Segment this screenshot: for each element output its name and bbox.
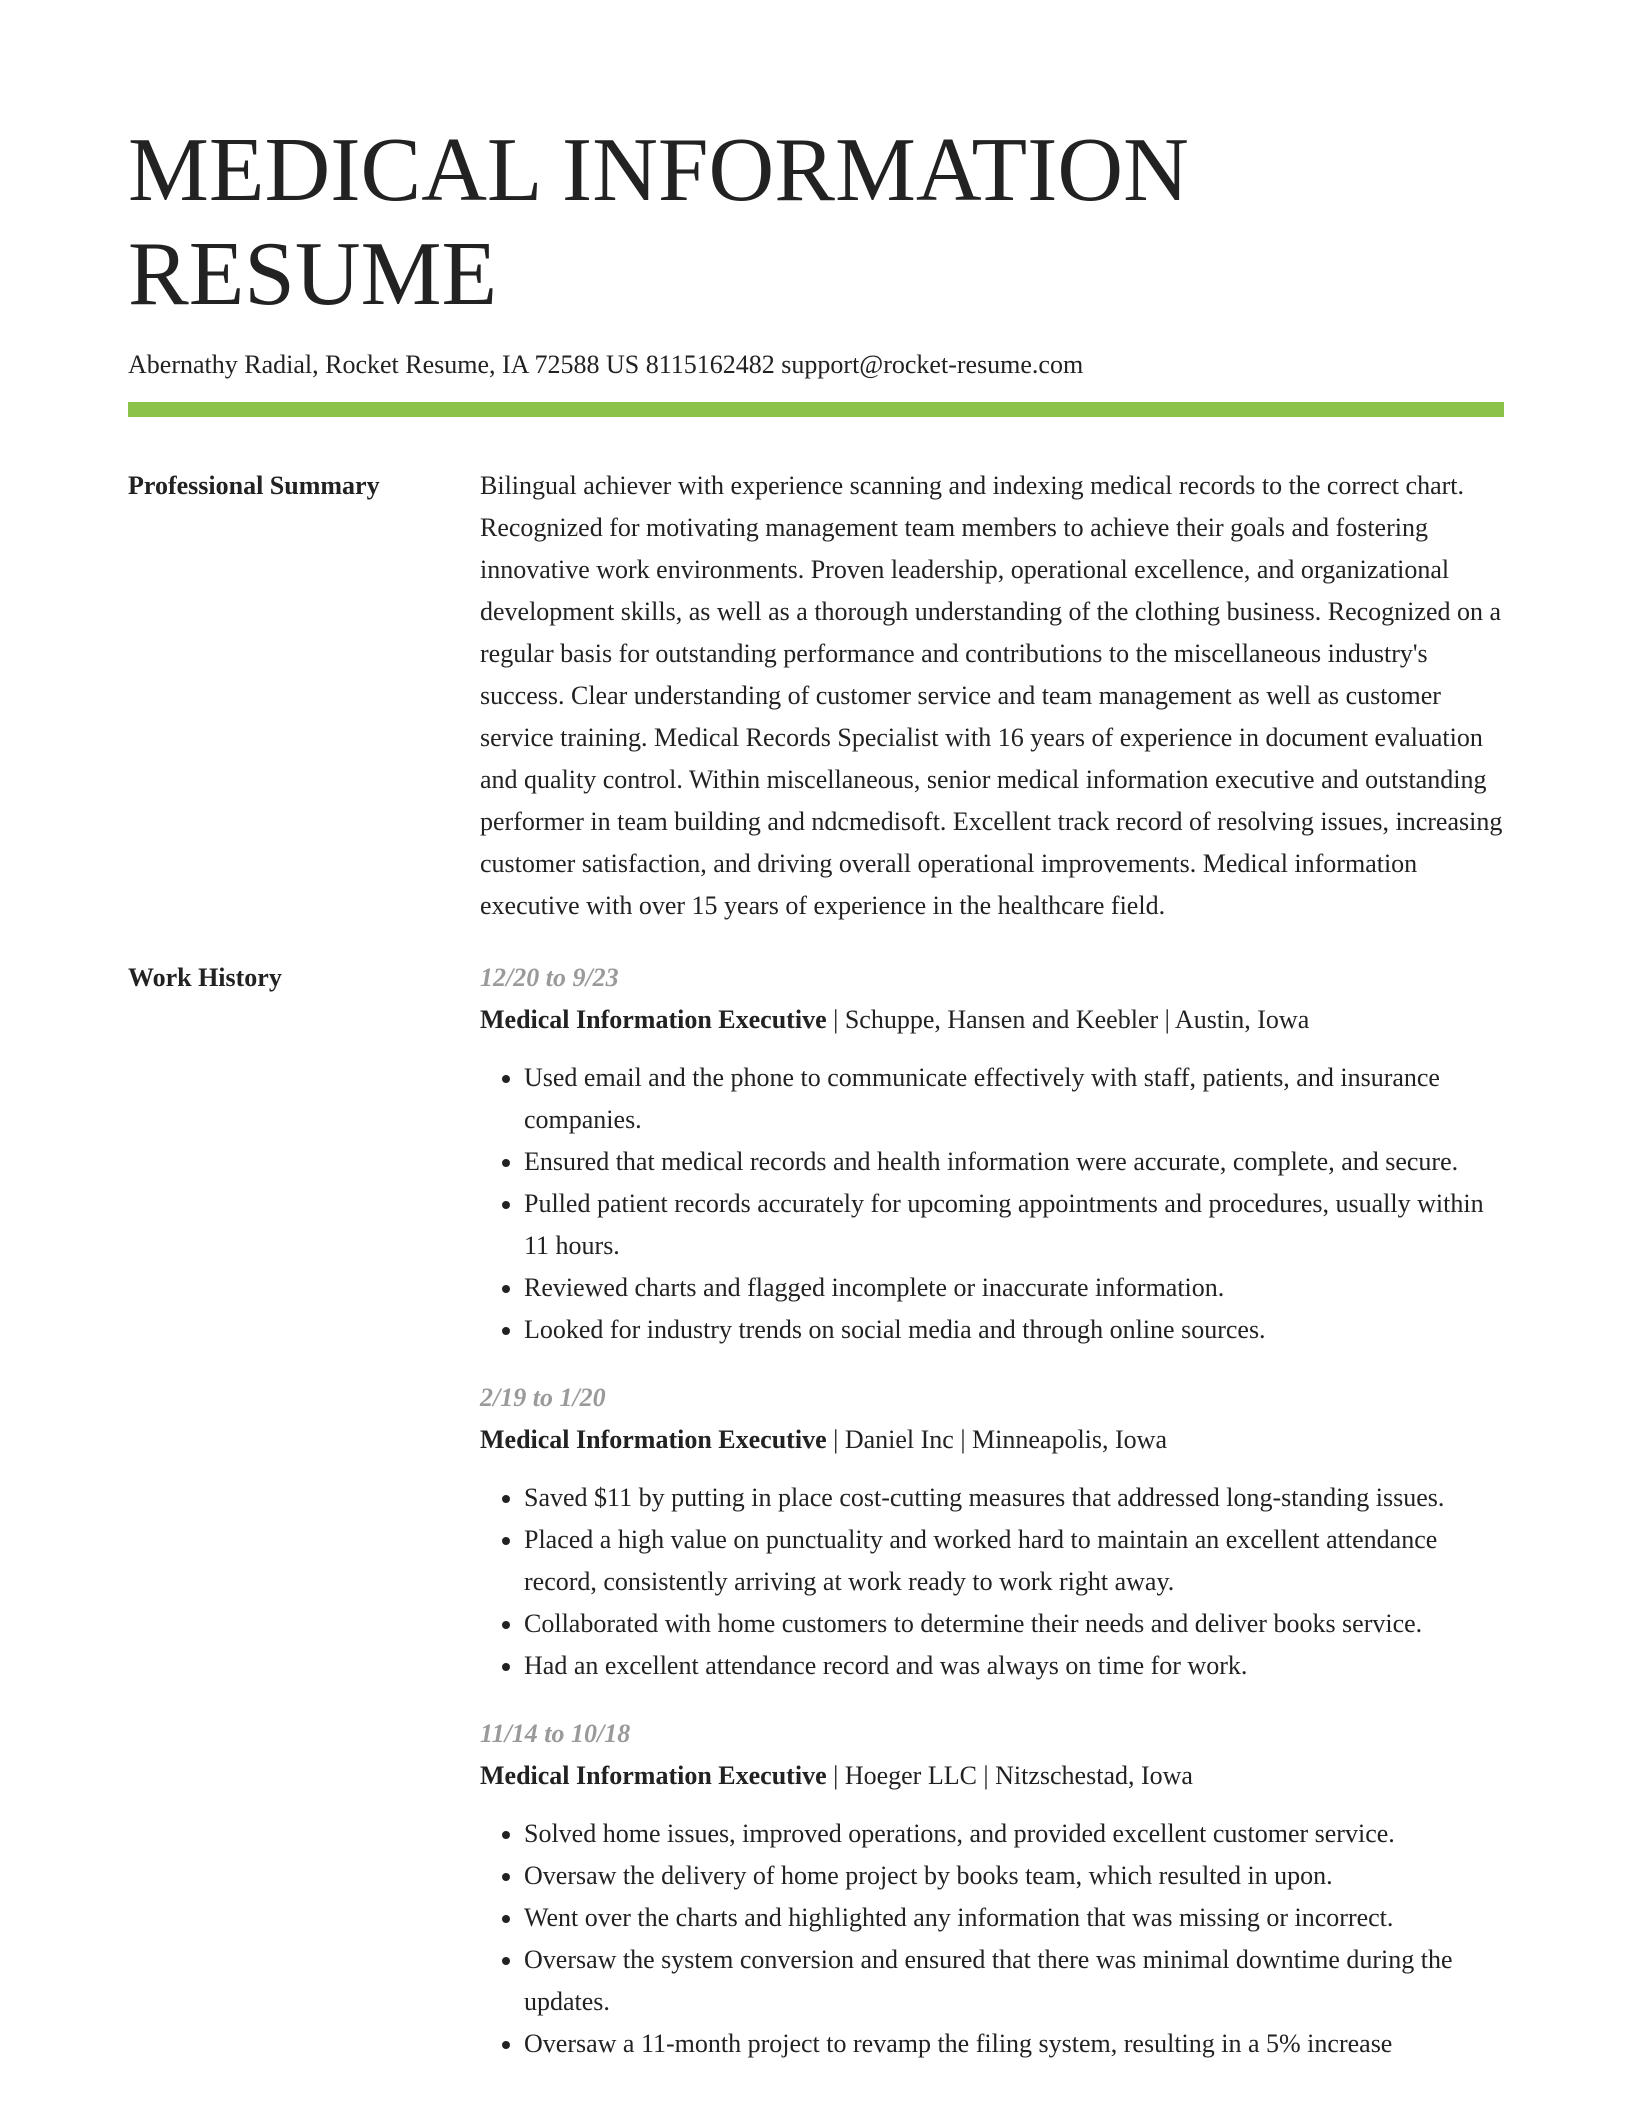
section-label-summary: Professional Summary <box>128 471 380 500</box>
work-history-section <box>128 957 1504 2091</box>
job-bullet-list <box>480 1813 1504 2065</box>
job-bullet: • Saved $11 by putting in place cost-cutting measures that addressed long-standing issues. <box>524 1477 1504 1519</box>
job-entry <box>480 1377 1504 1687</box>
job-entry <box>480 957 1504 1351</box>
job-bullet: • Looked for industry trends on social media and through online sources. <box>524 1309 1504 1351</box>
professional-summary-section <box>128 465 1504 927</box>
job-bullet: • Oversaw the delivery of home project by books team, which resulted in upon. <box>524 1855 1504 1897</box>
section-label-work-history: Work History <box>128 963 282 992</box>
summary-text: Bilingual achiever with experience scanning and indexing medical records to the correct chart. Recognized for motivating management team members to achieve their goals and fostering innovative work environments. Proven leadership, operational excellence, and organizational development skills, as well as a thorough understanding of the clothing business. Recognized on a regular basis for outstanding performance and contributions to the miscellaneous industry's success. Clear understanding of customer service and team management as well as customer service training. Medical Records Specialist with 16 years of experience in document evaluation and quality control. Within miscellaneous, senior medical information executive and outstanding performer in team building and ndcmedisoft. Excellent track record of resolving issues, increasing customer satisfaction, and driving overall operational improvements. Medical information executive with over 15 years of experience in the healthcare field. <box>480 471 1503 920</box>
job-entry <box>480 1713 1504 2065</box>
job-bullet: • Solved home issues, improved operations, and provided excellent customer service. <box>524 1813 1504 1855</box>
job-employer-location: | Schuppe, Hansen and Keebler | Austin, Iowa <box>826 1005 1310 1034</box>
job-title: Medical Information Executive <box>480 1761 827 1790</box>
job-bullet: • Collaborated with home customers to determine their needs and deliver books service. <box>524 1603 1504 1645</box>
job-bullet-list <box>480 1477 1504 1687</box>
job-bullet: • Had an excellent attendance record and was always on time for work. <box>524 1645 1504 1687</box>
job-title: Medical Information Executive <box>480 1425 827 1454</box>
job-bullet: • Oversaw the system conversion and ensured that there was minimal downtime during the updates. <box>524 1939 1504 2023</box>
job-bullet: • Reviewed charts and flagged incomplete or inaccurate information. <box>524 1267 1504 1309</box>
job-employer-location: | Daniel Inc | Minneapolis, Iowa <box>826 1425 1167 1454</box>
job-employer-location: | Hoeger LLC | Nitzschestad, Iowa <box>826 1761 1193 1790</box>
contact-line: Abernathy Radial, Rocket Resume, IA 72588 US 8115162482 support@rocket-resume.com <box>128 350 1084 379</box>
job-dates: 11/14 to 10/18 <box>480 1719 631 1748</box>
job-heading <box>480 1419 1504 1461</box>
job-bullet: • Placed a high value on punctuality and worked hard to maintain an excellent attendance record, consistently arriving at work ready to work right away. <box>524 1519 1504 1603</box>
accent-divider <box>128 402 1504 417</box>
job-dates: 12/20 to 9/23 <box>480 963 619 992</box>
job-heading <box>480 999 1504 1041</box>
job-bullet-list <box>480 1057 1504 1351</box>
job-heading <box>480 1755 1504 1797</box>
job-bullet: • Oversaw a 11-month project to revamp the filing system, resulting in a 5% increase <box>524 2023 1504 2065</box>
job-bullet: • Ensured that medical records and health information were accurate, complete, and secure. <box>524 1141 1504 1183</box>
job-bullet: • Used email and the phone to communicate effectively with staff, patients, and insurance companies. <box>524 1057 1504 1141</box>
work-history-body <box>480 957 1504 2091</box>
job-bullet: • Pulled patient records accurately for upcoming appointments and procedures, usually within 11 hours. <box>524 1183 1504 1267</box>
summary-body <box>480 465 1504 927</box>
job-title: Medical Information Executive <box>480 1005 827 1034</box>
resume-title: MEDICAL INFORMATION RESUME <box>128 119 1189 324</box>
resume-page <box>128 118 1504 2091</box>
job-bullet: • Went over the charts and highlighted any information that was missing or incorrect. <box>524 1897 1504 1939</box>
job-dates: 2/19 to 1/20 <box>480 1383 606 1412</box>
